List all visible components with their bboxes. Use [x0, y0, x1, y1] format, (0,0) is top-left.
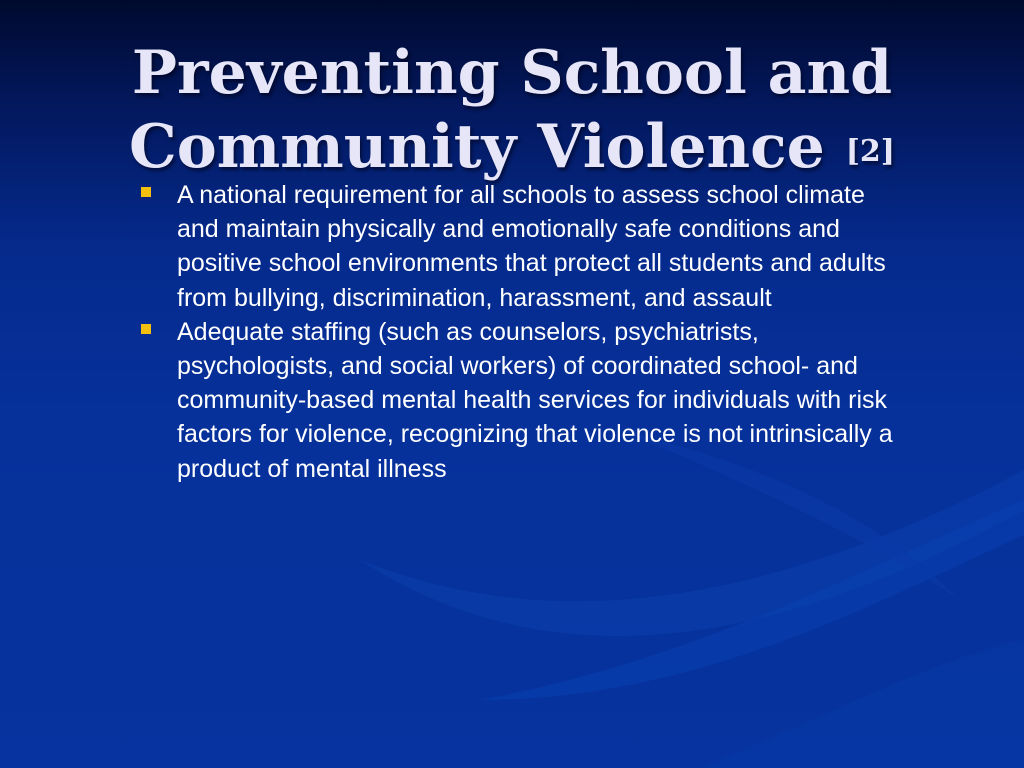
square-bullet-icon [141, 324, 151, 334]
slide-title [100, 36, 924, 189]
bullet-text: Adequate staffing (such as counselors, psychiatrists, psychologists, and social workers) of coordinated school- and community-based mental health services for individuals with risk factors for violence, recognizing that violence is not intrinsically a product of mental illness [177, 317, 893, 483]
citation-reference: [2] [845, 134, 895, 169]
bullet-item [135, 315, 905, 486]
bullet-list [135, 178, 905, 486]
bullet-text: A national requirement for all schools to assess school climate and maintain physically and emotionally safe conditions and positive school environments that protect all students and adults from bullying, discrimination, harassment, and assault [177, 181, 886, 312]
slide-title-text: Preventing School and Community Violence [128, 38, 893, 182]
square-bullet-icon [141, 187, 151, 197]
bullet-item [135, 178, 905, 315]
